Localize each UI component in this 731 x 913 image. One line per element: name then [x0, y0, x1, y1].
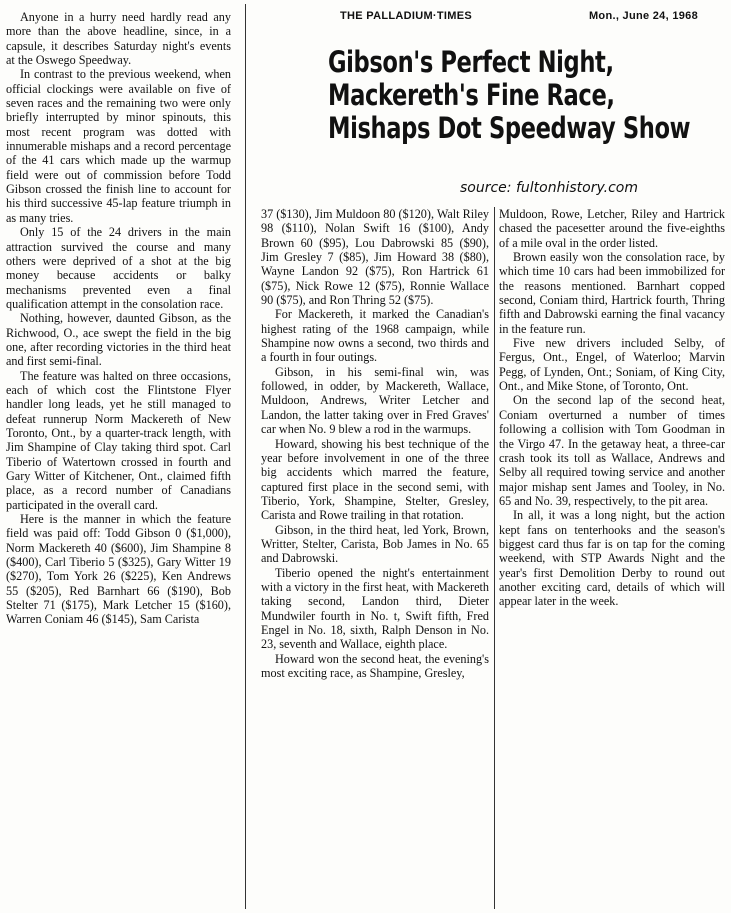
masthead [258, 10, 718, 22]
paragraph: Howard, showing his best technique of the year before involvement in one of the three big accidents which marred the feature, captured first place in the second semi, with Tiberio, York, Shampine, Stelter, Gresley, Carista and Rowe trailing in that rotation. [261, 436, 489, 523]
paragraph: Five new drivers included Selby, of Fergus, Ont., Engel, of Waterloo; Marvin Pegg, of Lynden, Ont.; Soniam, of King City, Ont., and Mike Stone, of Toronto, Ont. [499, 336, 725, 394]
paper-name: THE PALLADIUM·TIMES [340, 10, 472, 22]
source-credit: source: fultonhistory.com [460, 180, 639, 196]
paragraph: Tiberio opened the night's entertainment with a victory in the first heat, with Mackereth taking second, Landon third, Dieter Mundwiler fourth in No. t, Swift fifth, Fred Engel in No. 18, sixth, Ralph Denson in No. 23, seventh and Wallace, eighth place. [261, 565, 489, 652]
paragraph: Anyone in a hurry need hardly read any more than the above headline, since, in a capsule, it describes Saturday night's events at the Oswego Speedway. [6, 10, 231, 68]
paragraph: 37 ($130), Jim Muldoon 80 ($120), Walt Riley 98 ($110), Nolan Swift 16 ($100), Andy Brown 60 ($95), Lou Dabrowski 85 ($90), Jim Gresley 7 ($85), Jim Howard 38 ($80), Wayne Landon 92 ($75), Ron Hartrick 61 ($75), Nick Rowe 12 ($75), Ronnie Wallace 90 ($75), and Ron Thring 52 ($75). [261, 207, 489, 308]
issue-date: Mon., June 24, 1968 [588, 10, 698, 22]
paragraph: Gibson, in the third heat, led York, Brown, Writter, Stelter, Carista, Bob James in No. 65 and Dabrowski. [261, 522, 489, 566]
paragraph: In all, it was a long night, but the action kept fans on tenterhooks and the season's biggest card thus far is on tap for the coming weekend, with STP Awards Night and the year's first Demolition Derby to round out another exciting card, details of which will appear later in the week. [499, 508, 725, 609]
headline-line-2: Mackereth's Fine Race, [328, 78, 615, 112]
paragraph: Howard won the second heat, the evening's most exciting race, as Shampine, Gresley, [261, 651, 489, 680]
paragraph: Here is the manner in which the feature field was paid off: Todd Gibson 0 ($1,000), Norm Mackereth 40 ($600), Jim Shampine 8 ($400), Carl Tiberio 5 ($325), Gary Witter 19 ($270), Tom York 26 ($225), Ken Andrews 55 ($205), Red Barnhart 66 ($190), Bob Stelter 71 ($175), Mark Letcher 15 ($160), Warren Coniam 46 ($145), Sam Carista [6, 512, 231, 627]
paragraph: In contrast to the previous weekend, when official clockings were available on five of seven races and the remaining two were only briefly interrupted by minor spinouts, this most recent program was dotted with innumerable mishaps and a record percentage of the 41 cars which made up the warmup field were out of commission before Todd Gibson crossed the finish line to account for his third successive 45-lap feature triumph in as many tries. [6, 67, 231, 225]
column-rule-1 [245, 4, 246, 909]
article-column-1 [6, 10, 231, 627]
paragraph: Nothing, however, daunted Gibson, as the Richwood, O., ace swept the field in the big one, after recording victories in the third heat and first semi-final. [6, 311, 231, 369]
paragraph: Brown easily won the consolation race, by which time 10 cars had been immobilized for the reasons mentioned. Barnhart copped second, Coniam third, Hartrick fourth, Thring fifth and Dabrowski earning the final vacancy in the feature run. [499, 250, 725, 336]
headline [328, 46, 690, 145]
column-rule-2 [494, 207, 495, 909]
headline-line-1: Gibson's Perfect Night, [328, 45, 614, 79]
article-header [258, 10, 718, 196]
article-column-3 [499, 207, 725, 609]
paragraph: The feature was halted on three occasions, each of which cost the Flintstone Flyer handler long leads, yet he still managed to defeat runnerup Norm Mackereth of New Toronto, Ont., by a quarter-track length, with Jim Shampine of Clay taking third spot. Carl Tiberio of Watertown crossed in fourth and Gary Witter of Kitchener, Ont., claimed fifth place, as a record number of Canadians participated in the overall card. [6, 368, 231, 512]
headline-line-3: Mishaps Dot Speedway Show [328, 111, 691, 145]
paragraph: For Mackereth, it marked the Canadian's highest rating of the 1968 campaign, while Shampine now owns a second, two thirds and a fourth in four outings. [261, 307, 489, 365]
paragraph: Gibson, in his semi-final win, was followed, in odder, by Mackereth, Wallace, Muldoon, Andrews, Writer Letcher and Landon, the latter taking over in Fred Graves' car when No. 9 blew a rod in the warmups. [261, 364, 489, 437]
paragraph: On the second lap of the second heat, Coniam overturned a number of times following a collision with Tom Goodman in the Virgo 47. In the getaway heat, a three-car crash took its toll as Wallace, Andrews and Selby all required towing service and another major mishap sent James and Tooley, in No. 65 and No. 39, respectively, to the pit area. [499, 393, 725, 508]
paragraph: Only 15 of the 24 drivers in the main attraction survived the course and many others were deprived of a shot at the big money because accidents or balky mechanisms prevented even a final qualification attempt in the consolation race. [6, 225, 231, 311]
article-column-2 [261, 207, 489, 680]
paragraph: Muldoon, Rowe, Letcher, Riley and Hartrick chased the pacesetter around the five-eighths of a mile oval in the order listed. [499, 207, 725, 250]
